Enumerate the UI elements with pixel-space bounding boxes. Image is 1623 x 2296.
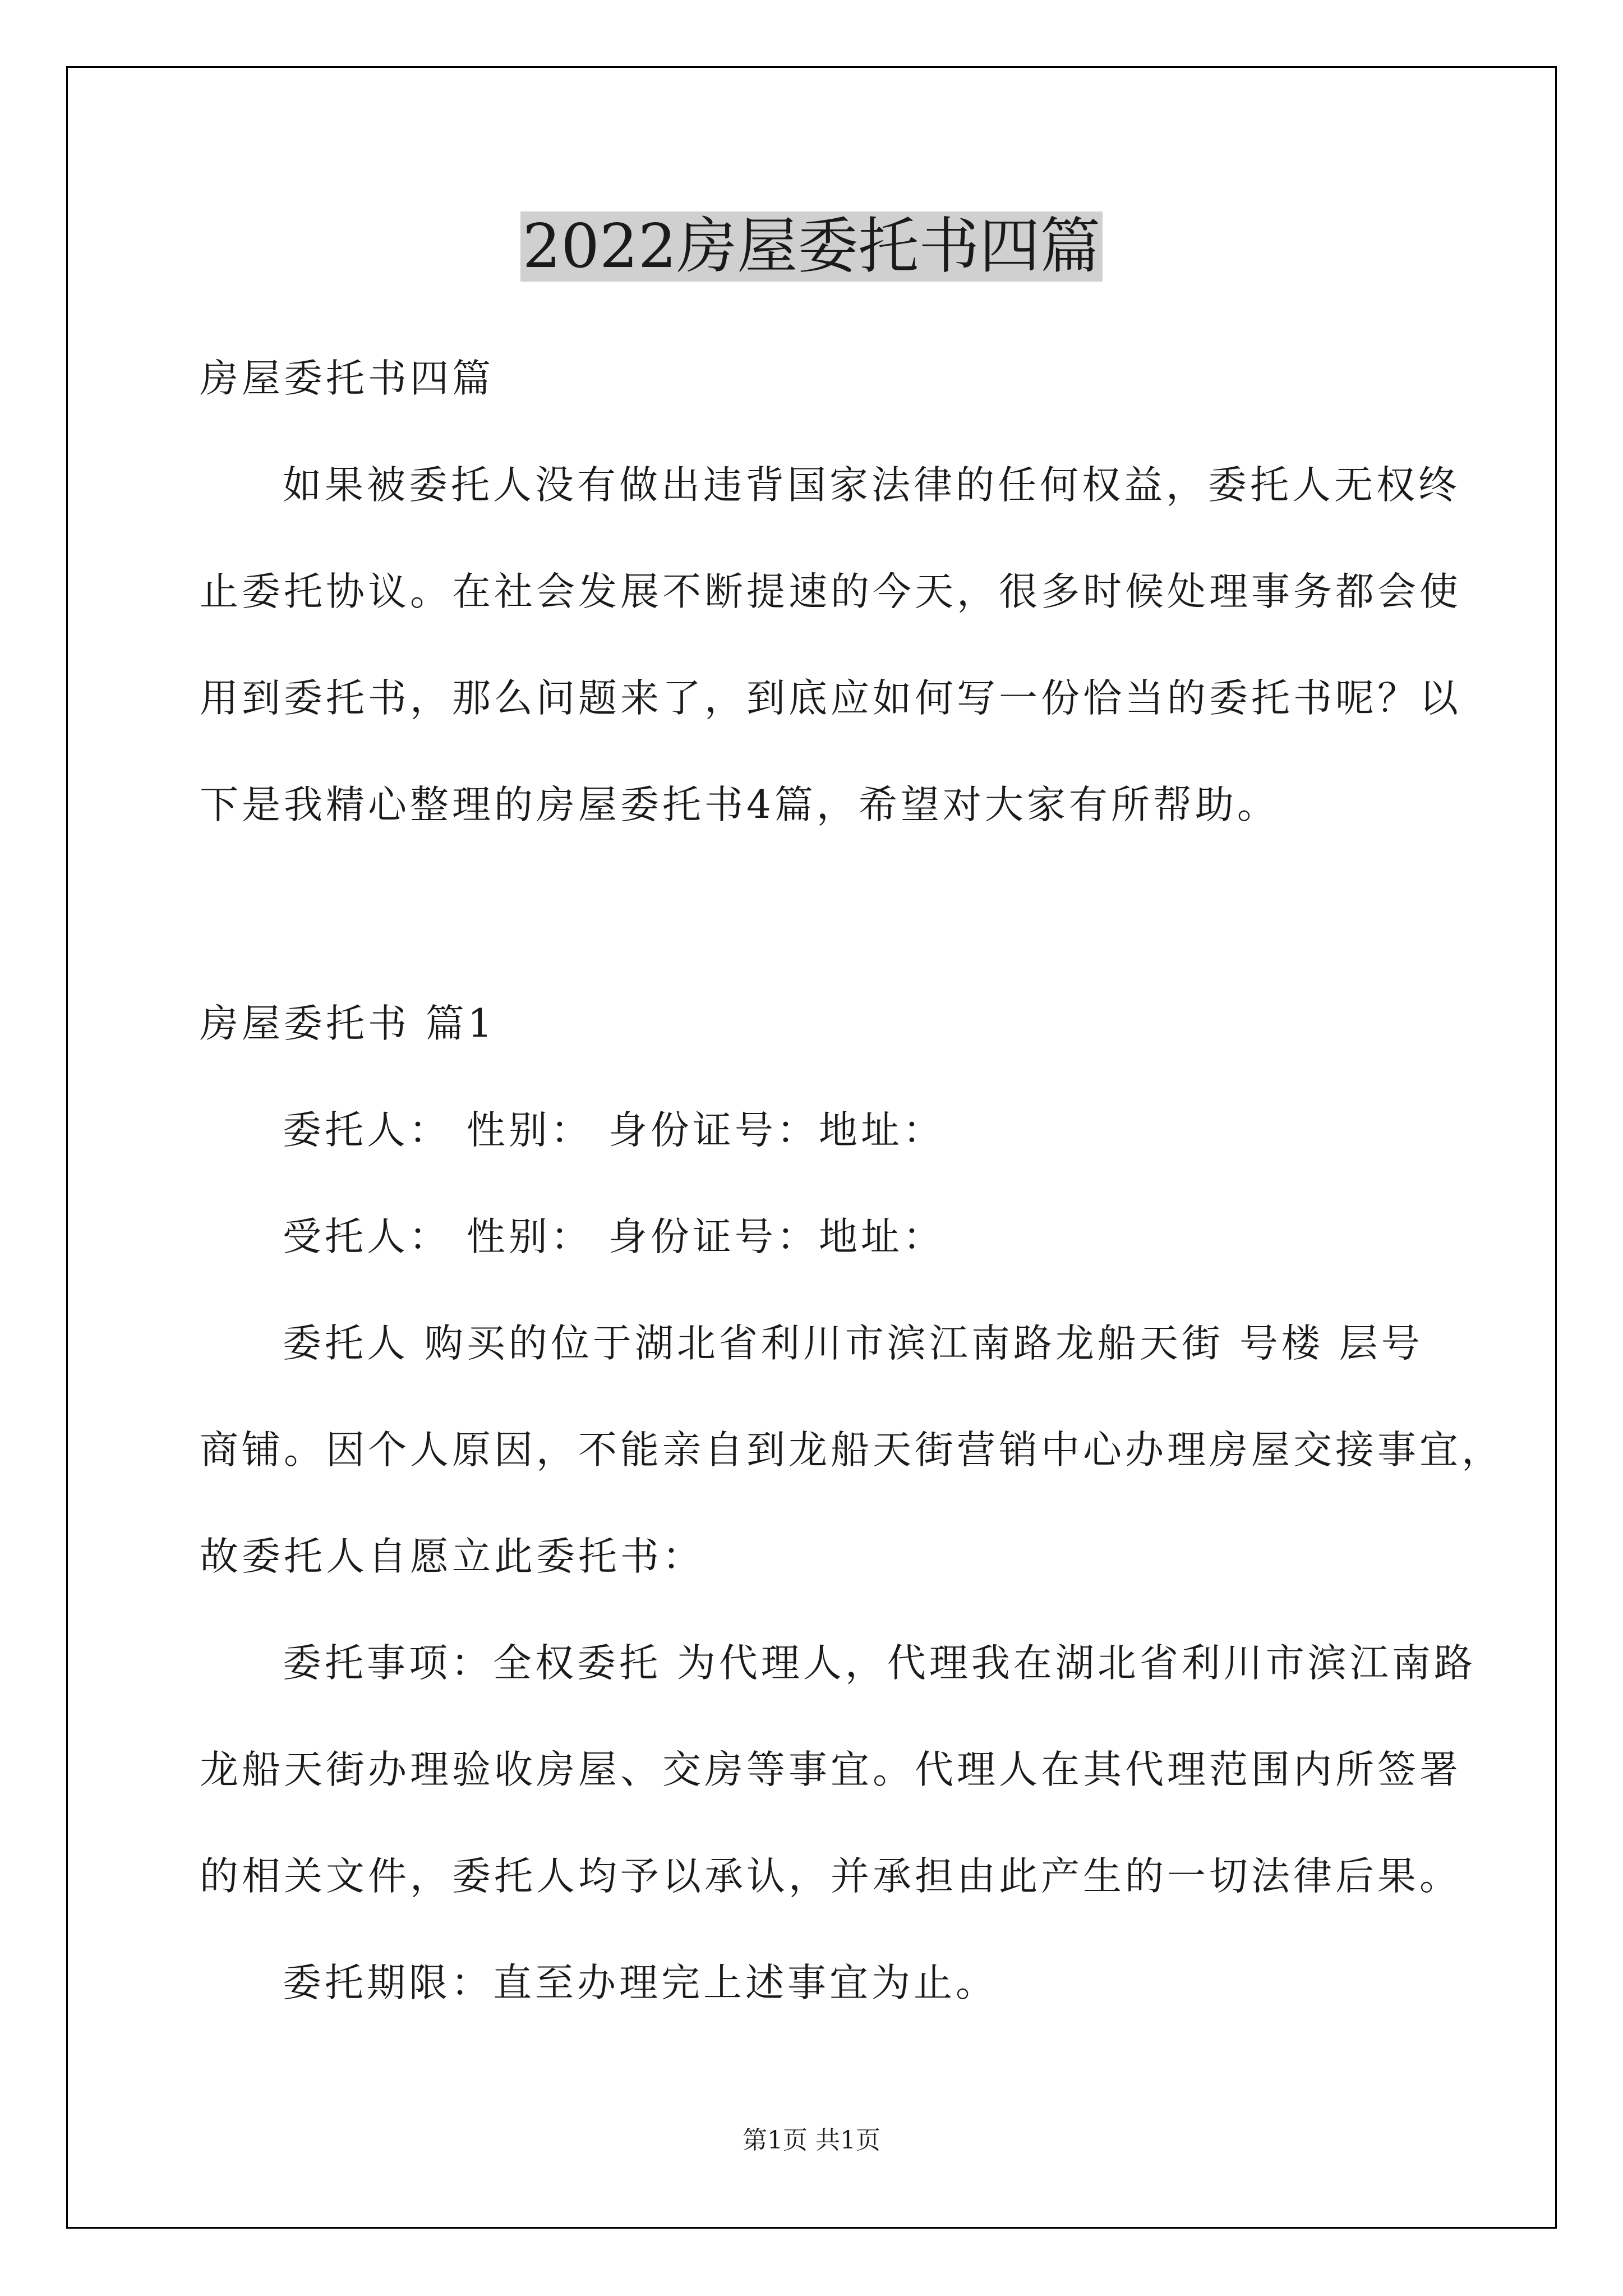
intro-line-2: 止委托协议。在社会发展不断提速的今天，很多时候处理事务都会使 [200,569,1461,614]
body-line-5: 故委托人自愿立此委托书： [200,1534,704,1579]
body-line-9: 委托期限：直至办理完上述事宜为止。 [283,1961,998,2005]
body-line-8: 的相关文件，委托人均予以承认，并承担由此产生的一切法律后果。 [200,1854,1461,1899]
body-line-2: 受托人： 性别： 身份证号：地址： [283,1214,945,1259]
body-line-6: 委托事项：全权委托 为代理人，代理我在湖北省利川市滨江南路 [283,1641,1476,1686]
page-footer: 第1页 共1页 [743,2126,880,2155]
intro-heading: 房屋委托书四篇 [200,356,494,401]
body-line-1: 委托人： 性别： 身份证号：地址： [283,1108,945,1153]
body-line-7: 龙船天街办理验收房屋、交房等事宜。代理人在其代理范围内所签署 [200,1747,1461,1792]
document-title [0,208,1623,286]
intro-line-4: 下是我精心整理的房屋委托书4篇，希望对大家有所帮助。 [200,783,1279,827]
section-heading: 房屋委托书 篇1 [200,1001,496,1046]
body-line-3: 委托人 购买的位于湖北省利川市滨江南路龙船天街 号楼 层号 [283,1321,1423,1366]
intro-line-1: 如果被委托人没有做出违背国家法律的任何权益，委托人无权终 [283,463,1460,508]
intro-line-3: 用到委托书，那么问题来了，到底应如何写一份恰当的委托书呢？以 [200,676,1461,721]
body-line-4: 商铺。因个人原因，不能亲自到龙船天街营销中心办理房屋交接事宜， [200,1428,1504,1473]
document-title-text: 2022房屋委托书四篇 [520,211,1103,282]
